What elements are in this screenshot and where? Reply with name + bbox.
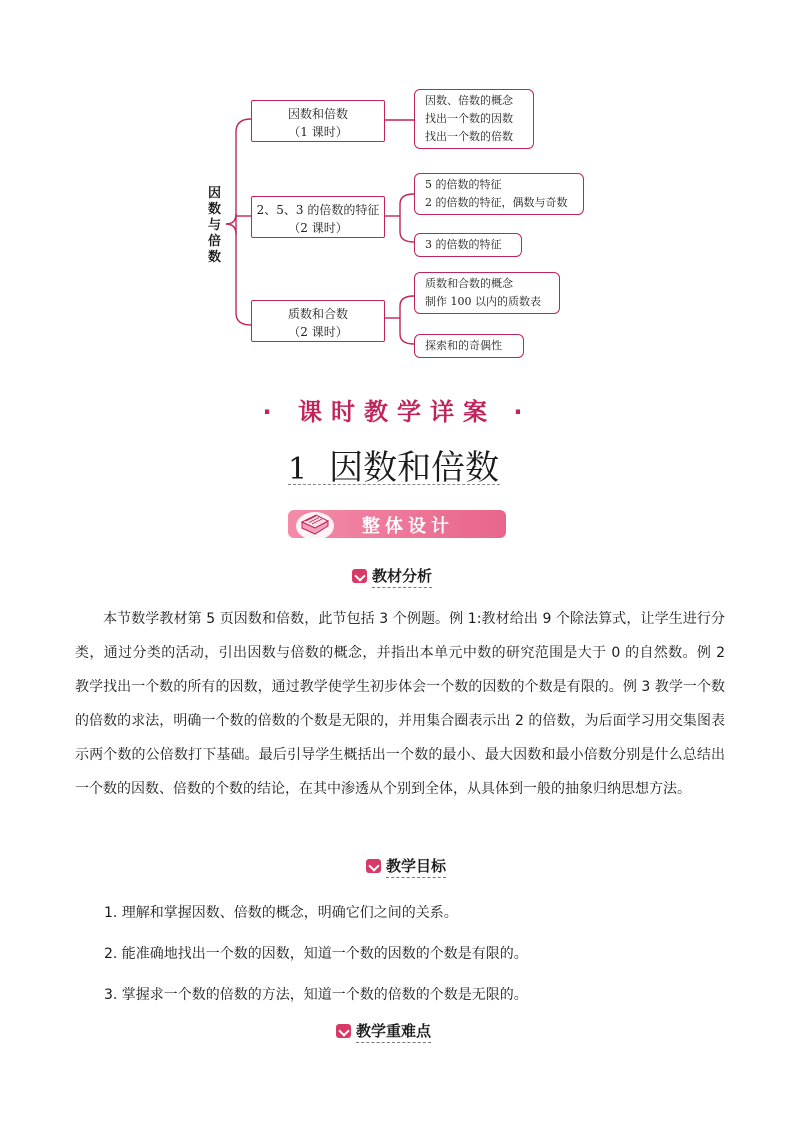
- flag-icon: [336, 1024, 351, 1038]
- analysis-heading: [352, 565, 432, 586]
- unit-hours: （2 课时）: [288, 325, 348, 339]
- subtopic-item: 制作 100 以内的质数表: [425, 295, 541, 308]
- subtopic-item: 探索和的奇偶性: [425, 339, 502, 352]
- banner-label: 整体设计: [362, 516, 454, 537]
- subtopic-item: 质数和合数的概念: [425, 277, 513, 290]
- key-points-heading: [336, 1020, 431, 1041]
- subtopic-item: 3 的倍数的特征: [425, 238, 502, 251]
- objective-item: 2. 能准确地找出一个数的因数，知道一个数的因数的个数是有限的。: [104, 946, 528, 962]
- subtopic-item: 5 的倍数的特征: [425, 178, 502, 191]
- book-icon: [294, 504, 336, 542]
- objectives-heading: [366, 855, 446, 876]
- lesson-name: 因数和倍数: [329, 448, 500, 488]
- unit-box-factors-multiples: [251, 100, 385, 142]
- subtopic-box: [414, 233, 522, 257]
- objective-item: 1. 理解和掌握因数、倍数的概念，明确它们之间的关系。: [104, 905, 458, 921]
- subtopic-box: [414, 334, 524, 358]
- overall-design-banner: [288, 510, 506, 538]
- unit-box-multiples-traits: [251, 196, 385, 238]
- unit-title: 2、5、3 的倍数的特征: [256, 203, 380, 217]
- objective-item: 3. 掌握求一个数的倍数的方法，知道一个数的倍数的个数是无限的。: [104, 987, 528, 1003]
- title-underline: [288, 484, 500, 485]
- objectives-heading-text: 教学目标: [386, 857, 446, 878]
- key-points-heading-text: 教学重难点: [356, 1022, 431, 1043]
- subtopic-item: 2 的倍数的特征，偶数与奇数: [425, 196, 568, 209]
- analysis-paragraph: 本节数学教材第 5 页因数和倍数，此节包括 3 个例题。例 1:教材给出 9 个除法算式，让学生进行分类，通过分类的活动，引出因数与倍数的概念，并指出本单元中数的研究范围是大于 0 的自然数。例 2 教学找出一个数的所有的因数，通过教学使学生初步体会一个数的因数的个数是有限的。例 3 教学一个数的倍数的求法，明确一个数的倍数的个数是无限的，并用集合圈表示出 2 的倍数，为后面学习用交集图表示两个数的公倍数打下基础。最后引导学生概括出一个数的最小、最大因数和最小倍数分别是什么总结出一个数的因数、倍数的个数的结论，在其中渗透从个别到全体，从具体到一般的抽象归纳思想方法。: [75, 611, 725, 797]
- subtopic-box: [414, 272, 560, 314]
- unit-title: 质数和合数: [287, 307, 348, 321]
- lesson-number: 1: [288, 452, 308, 487]
- subtopic-item: 找出一个数的因数: [425, 112, 513, 125]
- section-heading: · 课时教学详案 ·: [262, 398, 532, 426]
- subtopic-item: 因数、倍数的概念: [425, 94, 513, 107]
- lesson-title: [288, 440, 499, 489]
- unit-hours: （1 课时）: [288, 125, 348, 139]
- subtopic-box: [414, 173, 584, 215]
- concept-map-connectors: [0, 0, 794, 370]
- unit-hours: （2 课时）: [288, 221, 348, 235]
- concept-map-topic: 因数与倍数: [208, 186, 222, 265]
- flag-icon: [366, 859, 381, 873]
- unit-box-primes-composites: [251, 300, 385, 342]
- analysis-heading-text: 教材分析: [372, 567, 432, 588]
- subtopic-box: [414, 89, 534, 149]
- flag-icon: [352, 569, 367, 583]
- subtopic-item: 找出一个数的倍数: [425, 130, 513, 143]
- unit-title: 因数和倍数: [287, 107, 348, 121]
